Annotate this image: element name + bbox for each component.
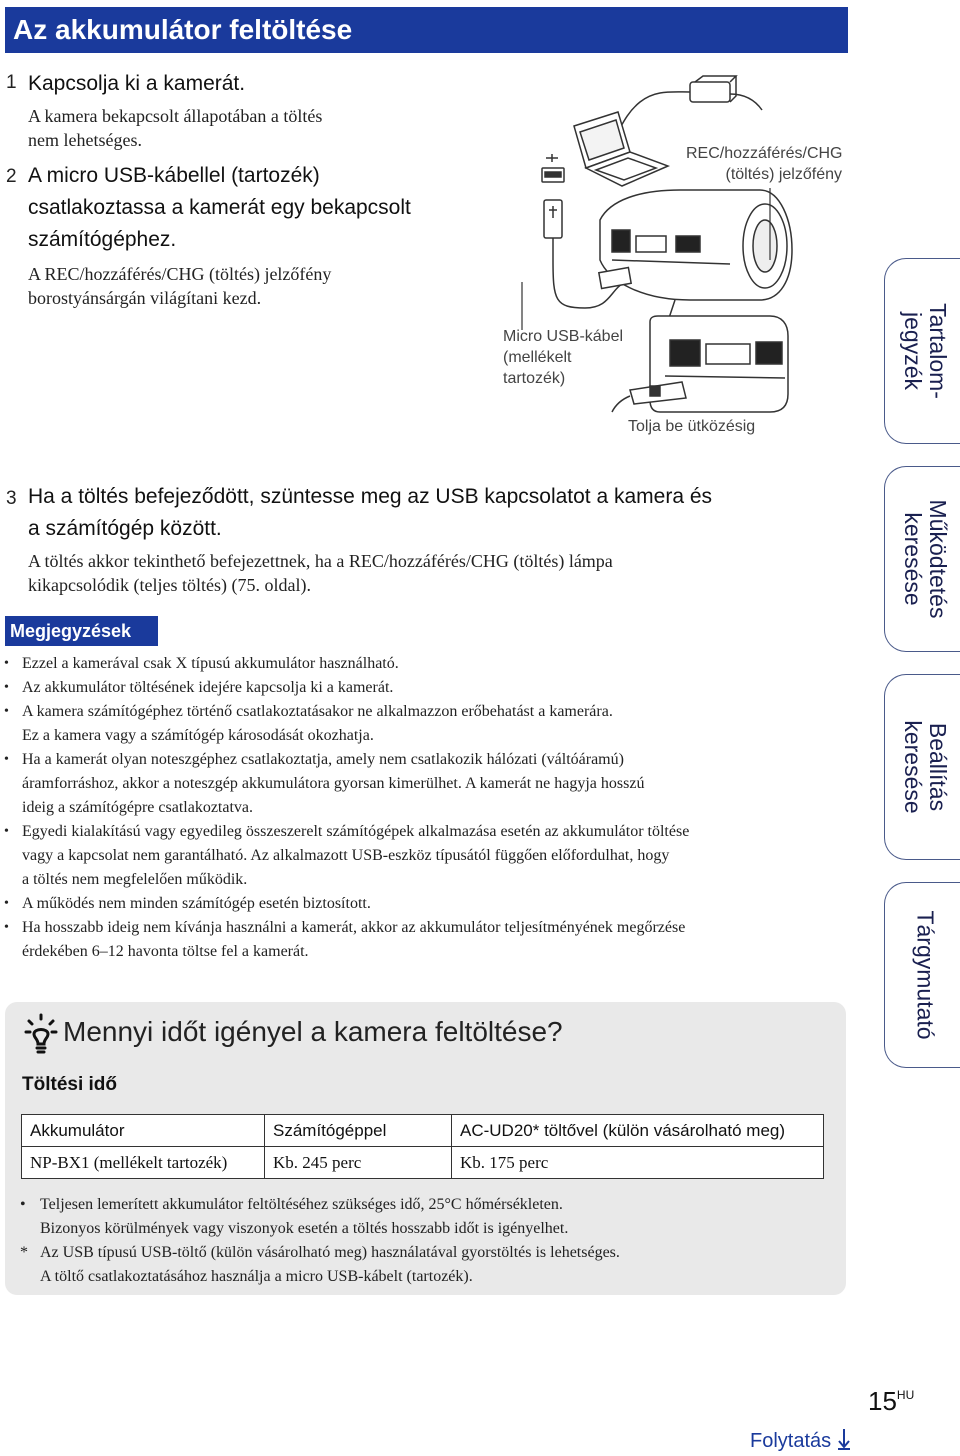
tip-title: Mennyi időt igényel a kamera feltöltése?: [63, 1016, 563, 1047]
table-cell: Kb. 175 perc: [452, 1147, 824, 1179]
tab-index[interactable]: Tárgymutató: [884, 882, 960, 1068]
step-2-number: 2: [6, 166, 17, 187]
continue-link[interactable]: Folytatás: [750, 1428, 851, 1453]
charge-time-table: [21, 1114, 824, 1179]
ac-adapter-icon: [612, 76, 762, 142]
rec-indicator-label: REC/hozzáférés/CHG (töltés) jelzőfény: [686, 145, 843, 183]
step-3-body: A töltés akkor tekinthető befejezettnek, ha a REC/hozzáférés/CHG (töltés) lámpa kikapcsolódik (teljes töltés) (75. oldal).: [28, 551, 613, 595]
list-item: • Ha a kamerát olyan noteszgéphez csatlakoztatja, amely nem csatlakozik hálózati (váltóáramú) áramforráshoz, akkor a noteszgép akkumulátora gyorsan kimerülhet. A kamerát ne hagyja hosszú ideig a számítógépre csatlakoztatva.: [4, 751, 645, 816]
table-header-cell: Akkumulátor: [22, 1115, 265, 1147]
step-1-heading: Kapcsolja ki a kamerát.: [28, 72, 246, 95]
list-item: • Egyedi kialakítású vagy egyedileg összeszerelt számítógépek alkalmazása esetén az akkumulátor töltése vagy a kapcsolat nem garantálható. Az alkalmazott USB-eszköz típusától függően előfordulhat, hogy a töltés nem megfelelően működik.: [4, 823, 690, 888]
list-item: • Ha hosszabb ideig nem kívánja használni a kamerát, akkor az akkumulátor teljesítményének megőrzése érdekében 6–12 havonta töltse fel a kamerát.: [4, 919, 686, 960]
table-header-cell: Számítógéppel: [265, 1115, 452, 1147]
list-item: • Az akkumulátor töltésének idejére kapcsolja ki a kamerát.: [4, 679, 394, 696]
charge-footnotes: [20, 1193, 840, 1289]
list-item: • Ezzel a kamerával csak X típusú akkumulátor használható.: [4, 655, 399, 672]
step-2-heading: A micro USB-kábellel (tartozék) csatlakoztassa a kamerát egy bekapcsolt számítógéphez.: [28, 164, 411, 251]
notes-label: Megjegyzések: [5, 616, 158, 646]
table-cell: Kb. 245 perc: [265, 1147, 452, 1179]
step-1-body: A kamera bekapcsolt állapotában a töltés nem lehetséges.: [28, 106, 323, 150]
table-cell: NP-BX1 (mellékelt tartozék): [22, 1147, 265, 1179]
tab-table-of-contents[interactable]: Tartalom- jegyzék: [884, 258, 960, 444]
charge-time-heading: Töltési idő: [22, 1074, 117, 1095]
list-item: • A működés nem minden számítógép esetén biztosított.: [4, 895, 371, 912]
down-arrow-icon: [837, 1428, 851, 1450]
micro-usb-cable-label: Micro USB-kábel (mellékelt tartozék): [503, 328, 624, 387]
table-header-row: [22, 1115, 824, 1147]
tab-settings-search[interactable]: Beállítás keresése: [884, 674, 960, 860]
step-3-number: 3: [6, 488, 17, 509]
tip-lightbulb-icon: [24, 1012, 58, 1054]
step-3-heading: Ha a töltés befejeződött, szüntesse meg az USB kapcsolatot a kamera és a számítógép között.: [28, 485, 713, 540]
camera-icon: [599, 190, 792, 300]
table-header-cell: AC-UD20* töltővel (külön vásárolható meg): [452, 1115, 824, 1147]
list-item: * Az USB típusú USB-töltő (külön vásárolható meg) használatával gyorstöltés is lehetséges. A töltő csatlakoztatásához használja a micro USB-kábelt (tartozék).: [20, 1244, 620, 1285]
page-title: Az akkumulátor feltöltése: [5, 7, 848, 53]
detail-callout: [612, 300, 788, 412]
step-2-body: A REC/hozzáférés/CHG (töltés) jelzőfény borostyánsárgán világítani kezd.: [28, 264, 332, 308]
push-in-label: Tolja be ütközésig: [628, 418, 756, 435]
list-item: • A kamera számítógéphez történő csatlakoztatásakor ne alkalmazzon erőbehatást a kamerára. Ez a kamera vagy a számítógép károsodását okozhatja.: [4, 703, 613, 744]
table-row: [22, 1147, 824, 1179]
laptop-icon: [574, 112, 668, 186]
step-1-number: 1: [6, 72, 17, 93]
list-item: • Teljesen lemerített akkumulátor feltöltéséhez szükséges idő, 25°C hőmérsékleten. Bizonyos körülmények vagy viszonyok esetén a töltés hosszabb időt is igényelhet.: [20, 1196, 569, 1237]
page-number: $15^{HU}$: [868, 1386, 915, 1416]
tab-operation-search[interactable]: Működtetés keresése: [884, 466, 960, 652]
notes-list: [4, 652, 844, 964]
